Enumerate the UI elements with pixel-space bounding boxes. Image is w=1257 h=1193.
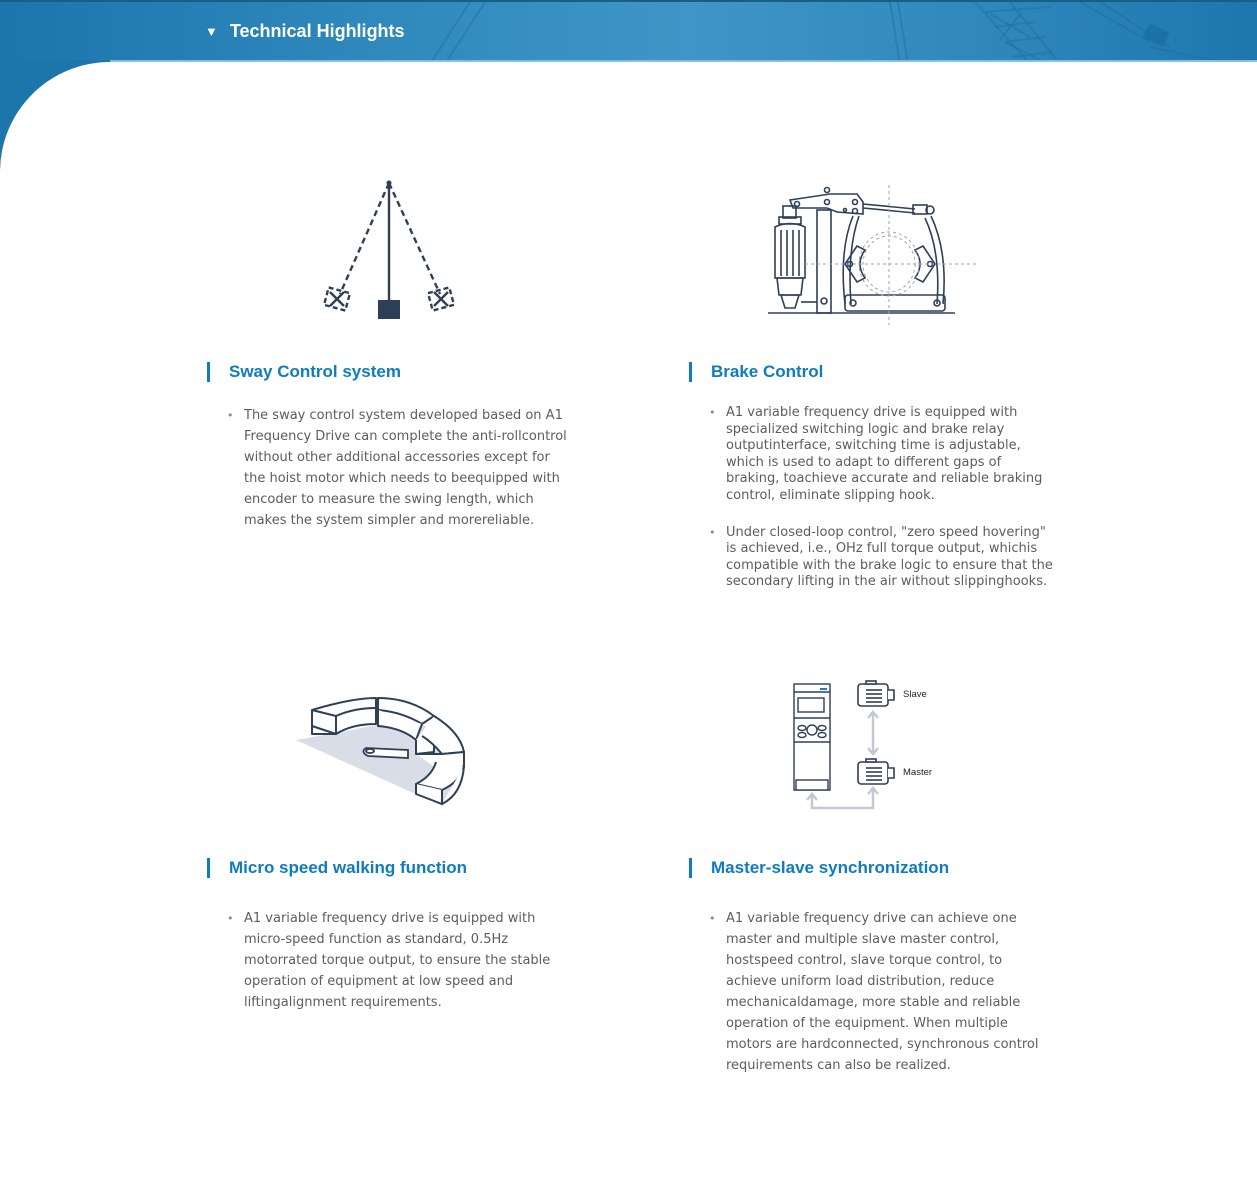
section-banner [0, 0, 1257, 62]
heading-sway-control [207, 362, 401, 382]
bullet-item: • A1 variable frequency drive can achieve one master and multiple slave master control, hostspeed control, slave torque control, to achieve uniform load distribution, reduce mechanicaldamage, more stable and reliable operation of the equipment. When multiple motors are hardconnected, synchronous control requirements can also be realized. [709, 908, 1054, 1076]
crane-background-graphic [0, 2, 1257, 62]
heading-text: Master-slave synchronization [711, 858, 950, 877]
heading-text: Micro speed walking function [229, 858, 468, 877]
bullet-item: • Under closed-loop control, "zero speed hovering" is achieved, i.e., OHz full torque output, whichis compatible with the brake logic to ensure that the secondary lifting in the air without slippinghooks. [709, 525, 1054, 591]
heading-accent-bar [689, 858, 692, 878]
micro-speed-bullets [227, 908, 572, 1013]
slave-label: Slave [903, 689, 927, 700]
motor-icon-master [858, 759, 894, 784]
heading-accent-bar [689, 362, 692, 382]
master-slave-bullets [709, 908, 1054, 1076]
section-title-text: Technical Highlights [229, 21, 405, 41]
motor-icon-slave [858, 681, 894, 706]
banner-corner-curve [0, 60, 110, 170]
micro-speed-arc-icon [292, 690, 477, 810]
heading-master-slave [689, 858, 949, 878]
pendulum-sway-icon [318, 178, 463, 323]
triangle-down-icon[interactable]: ▼ [205, 24, 218, 39]
bullet-item: • A1 variable frequency drive is equipped with micro-speed function as standard, 0.5Hz motorrated torque output, to ensure the stable operation of equipment at low speed and liftingalignment requirements. [227, 908, 572, 1013]
heading-accent-bar [207, 858, 210, 878]
drive-unit-icon [794, 684, 830, 790]
heading-accent-bar [207, 362, 210, 382]
brake-control-bullets [709, 405, 1054, 611]
drum-brake-icon [765, 180, 980, 325]
heading-micro-speed [207, 858, 467, 878]
bullet-item: • A1 variable frequency drive is equipped with specialized switching logic and brake relay outputinterface, switching time is adjustable, which is used to adapt to different gaps of braking, toachieve accurate and reliable braking control, eliminate slipping hook. [709, 405, 1054, 505]
heading-text: Brake Control [711, 362, 824, 381]
bullet-item: • The sway control system developed based on A1 Frequency Drive can complete the anti-rollcontrol without other additional accessories except for the hoist motor which needs to beequipped with encoder to measure the swing length, which makes the system simpler and morereliable. [227, 405, 567, 531]
heading-brake-control [689, 362, 823, 382]
heading-text: Sway Control system [229, 362, 401, 381]
master-slave-motors-icon [790, 680, 950, 815]
master-label: Master [903, 767, 933, 778]
section-title[interactable] [205, 21, 405, 42]
sway-control-bullets [227, 405, 567, 531]
